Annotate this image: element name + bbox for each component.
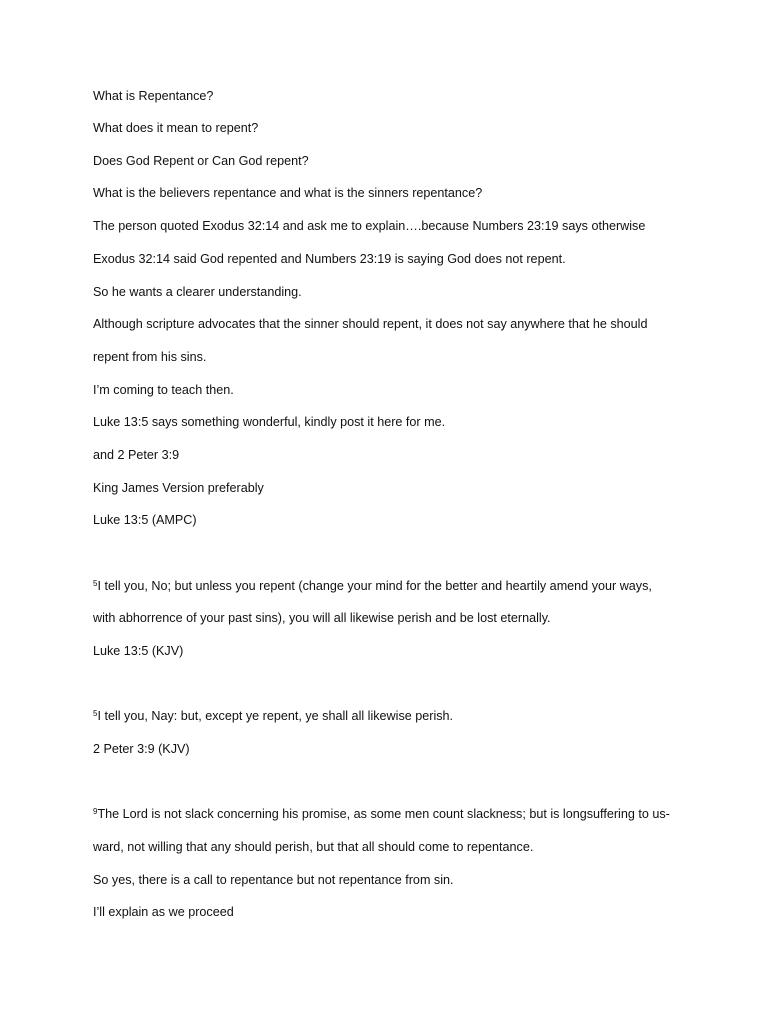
verse-text: I tell you, No; but unless you repent (change your mind for the better and heartily amend your ways, [97, 579, 652, 593]
paragraph-line: and 2 Peter 3:9 [93, 448, 180, 462]
paragraph-line: I’ll explain as we proceed [93, 905, 234, 919]
paragraph-line: King James Version preferably [93, 481, 264, 495]
verse-line [93, 578, 652, 594]
question-what-does-it-mean: What does it mean to repent? [93, 121, 259, 135]
paragraph-line: So he wants a clearer understanding. [93, 285, 302, 299]
heading-what-is-repentance: What is Repentance? [93, 89, 214, 103]
scripture-reference: 2 Peter 3:9 (KJV) [93, 742, 190, 756]
scripture-reference: Luke 13:5 (AMPC) [93, 513, 197, 527]
paragraph-line: repent from his sins. [93, 350, 207, 364]
paragraph-line: Luke 13:5 says something wonderful, kindly post it here for me. [93, 415, 446, 429]
verse-line: with abhorrence of your past sins), you will all likewise perish and be lost eternally. [93, 611, 551, 625]
verse-line [93, 708, 453, 724]
question-believers-vs-sinners: What is the believers repentance and what is the sinners repentance? [93, 186, 483, 200]
paragraph-line: Although scripture advocates that the sinner should repent, it does not say anywhere that he should [93, 317, 648, 331]
paragraph-line: I’m coming to teach then. [93, 383, 234, 397]
verse-number: 5 [93, 709, 98, 718]
verse-text: I tell you, Nay: but, except ye repent, ye shall all likewise perish. [97, 709, 454, 723]
paragraph-line: So yes, there is a call to repentance but not repentance from sin. [93, 873, 454, 887]
verse-text: The Lord is not slack concerning his promise, as some men count slackness; but is longsuffering to us- [97, 807, 670, 821]
verse-line: ward, not willing that any should perish, but that all should come to repentance. [93, 840, 534, 854]
paragraph-line: The person quoted Exodus 32:14 and ask me to explain….because Numbers 23:19 says otherwise [93, 219, 646, 233]
verse-number: 5 [93, 579, 98, 588]
paragraph-line: Exodus 32:14 said God repented and Numbers 23:19 is saying God does not repent. [93, 252, 566, 266]
verse-number: 9 [93, 807, 98, 816]
verse-line [93, 806, 670, 822]
question-does-god-repent: Does God Repent or Can God repent? [93, 154, 309, 168]
scripture-reference: Luke 13:5 (KJV) [93, 644, 184, 658]
